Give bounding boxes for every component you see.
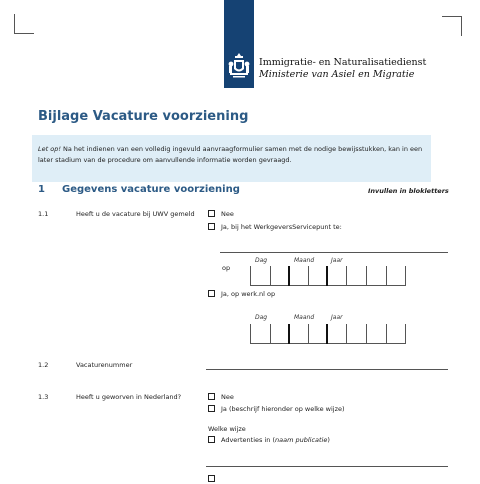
option-label: Ja (beschrijf hieronder op welke wijze) bbox=[221, 405, 345, 413]
crop-mark-top-right-h bbox=[442, 16, 462, 17]
date1-group-divider bbox=[326, 266, 328, 286]
org-name-line1: Immigratie- en Naturalisatiedienst bbox=[259, 57, 427, 68]
welke-wijze-label: Welke wijze bbox=[208, 425, 246, 433]
date1-prefix: op bbox=[222, 264, 231, 272]
option-1-1-ja-werkgevers[interactable] bbox=[208, 223, 342, 232]
option-label: Nee bbox=[221, 210, 234, 218]
section-title: Gegevens vacature voorziening bbox=[62, 184, 240, 195]
date1-day-label: Dag bbox=[255, 257, 268, 264]
date1-cell-divider bbox=[405, 266, 406, 286]
option-1-1-ja-werknl[interactable] bbox=[208, 290, 275, 299]
option-label: Nee bbox=[221, 393, 234, 401]
date2-year-label: Jaar bbox=[331, 314, 343, 321]
checkbox[interactable] bbox=[208, 393, 215, 400]
date1-cell-divider bbox=[366, 266, 367, 286]
checkbox[interactable] bbox=[208, 223, 215, 230]
date2-cell-divider bbox=[386, 324, 387, 344]
question-number-1-1: 1.1 bbox=[38, 210, 49, 218]
date1-year-label: Jaar bbox=[331, 257, 343, 264]
question-number-1-3: 1.3 bbox=[38, 393, 49, 401]
checkbox[interactable] bbox=[208, 405, 215, 412]
date2-baseline bbox=[250, 343, 406, 344]
question-number-1-2: 1.2 bbox=[38, 361, 49, 369]
crop-mark-top-right bbox=[461, 16, 462, 36]
option-1-3-ja[interactable] bbox=[208, 405, 345, 414]
section-number: 1 bbox=[38, 184, 45, 195]
date1-group-divider bbox=[288, 266, 290, 286]
section-note: Invullen in blokletters bbox=[368, 187, 449, 195]
date2-cell-divider bbox=[366, 324, 367, 344]
option-1-3-advertenties[interactable] bbox=[208, 436, 330, 445]
crop-mark-top-left bbox=[14, 14, 15, 34]
option-label-suffix: ) bbox=[327, 436, 330, 444]
date1-cell-divider bbox=[270, 266, 271, 286]
coat-of-arms-icon bbox=[224, 0, 254, 88]
date1-baseline bbox=[250, 285, 406, 286]
document-title: Bijlage Vacature voorziening bbox=[38, 109, 249, 124]
date1-cell-divider bbox=[346, 266, 347, 286]
date1-cell-divider bbox=[308, 266, 309, 286]
checkbox[interactable] bbox=[208, 475, 215, 482]
date1-cell-divider bbox=[250, 266, 251, 286]
date2-cell-divider bbox=[250, 324, 251, 344]
publicatie-field[interactable] bbox=[206, 466, 448, 467]
checkbox[interactable] bbox=[208, 290, 215, 297]
org-name-line2: Ministerie van Asiel en Migratie bbox=[259, 69, 415, 80]
option-label: Ja, op werk.nl op bbox=[221, 290, 276, 298]
option-label-italic: naam publicatie bbox=[274, 436, 328, 444]
date2-group-divider bbox=[288, 324, 290, 344]
org-name-block bbox=[259, 57, 426, 81]
intro-lead: Let op! bbox=[38, 145, 61, 153]
checkbox[interactable] bbox=[208, 436, 215, 443]
werkgeversservicepunt-field[interactable] bbox=[220, 252, 448, 253]
date1-cell-divider bbox=[386, 266, 387, 286]
date2-cell-divider bbox=[405, 324, 406, 344]
logo-bar bbox=[224, 0, 254, 88]
option-1-1-nee[interactable] bbox=[208, 210, 234, 219]
date2-cell-divider bbox=[270, 324, 271, 344]
option-1-3-nee[interactable] bbox=[208, 393, 234, 402]
date2-day-label: Dag bbox=[255, 314, 268, 321]
checkbox[interactable] bbox=[208, 210, 215, 217]
vacaturenummer-field[interactable] bbox=[206, 369, 448, 370]
date1-month-label: Maand bbox=[294, 257, 315, 264]
question-1-3-text: Heeft u geworven in Nederland? bbox=[76, 393, 182, 401]
date2-cell-divider bbox=[346, 324, 347, 344]
question-1-1-text: Heeft u de vacature bij UWV gemeld bbox=[76, 210, 195, 218]
date2-group-divider bbox=[326, 324, 328, 344]
question-1-2-text: Vacaturenummer bbox=[76, 361, 133, 369]
date2-cell-divider bbox=[308, 324, 309, 344]
date2-month-label: Maand bbox=[294, 314, 315, 321]
intro-text: Na het indienen van een volledig ingevuld aanvraagformulier samen met de nodige bewijsstukken, kan in een later stadium van de procedure om aanvullende informatie worden gevraagd. bbox=[38, 145, 423, 164]
option-label: Ja, bij het WerkgeversServicepunt te: bbox=[221, 223, 342, 231]
option-label-prefix: Advertenties in ( bbox=[221, 436, 275, 444]
crop-mark-top-left-h bbox=[14, 33, 34, 34]
intro-notice bbox=[32, 135, 431, 182]
